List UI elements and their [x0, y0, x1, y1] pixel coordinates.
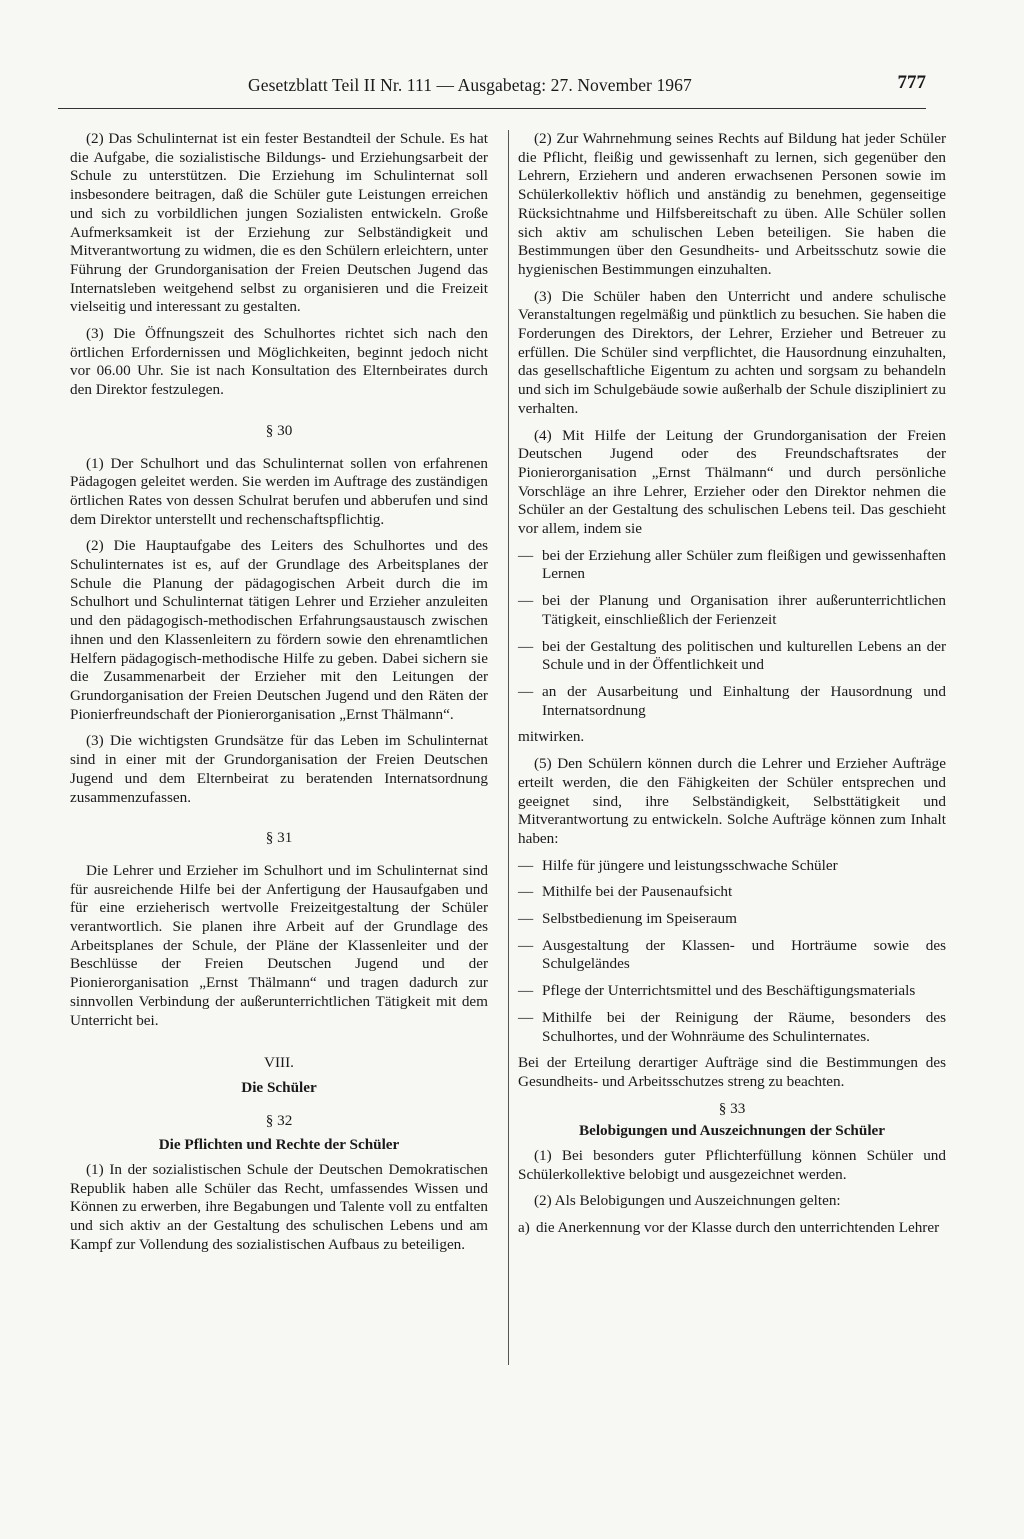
- dash-bullet: —: [518, 682, 534, 700]
- list-item-text: bei der Erziehung aller Schüler zum fleißigen und gewissenhaften Lernen: [542, 546, 946, 583]
- paragraph: (1) Der Schulhort und das Schulinternat sollen von erfahrenen Pädagogen geleitet werden. Sie werden im Auftrage des zuständigen örtlichen Rates von dessen Schulrat berufen und abberufen und sind dem Direktor unterstellt und rechenschaftspflichtig.: [70, 454, 488, 528]
- dash-bullet: —: [518, 1008, 534, 1026]
- page-header: [58, 72, 938, 112]
- dash-bullet: —: [518, 592, 534, 610]
- paragraph: (4) Mit Hilfe der Leitung der Grundorganisation der Freien Deutschen Jugend oder des Freundschaftsrates der Pionierorganisation „Ernst Thälmann“ und durch persönliche Vorschläge an ihre Lehrer, Erzieher oder den Direktor nehmen die Schüler an der Gestaltung des schulischen Lebens teil. Das geschieht vor allem, indem sie: [518, 426, 946, 538]
- header-rule: [58, 108, 926, 109]
- paragraph: (1) Bei besonders guter Pflichterfüllung können Schüler und Schülerkollektive belobigt und ausgezeichnet werden.: [518, 1147, 946, 1183]
- dash-bullet: —: [518, 883, 534, 901]
- page-number: 777: [897, 72, 926, 93]
- section-heading-33: § 33: [718, 1099, 746, 1117]
- section-title-32: Die Pflichten und Rechte der Schüler: [158, 1136, 400, 1154]
- list-item: [518, 910, 946, 929]
- enumerated-item: [518, 1219, 946, 1238]
- dash-bullet: —: [518, 936, 534, 954]
- paragraph: Die Lehrer und Erzieher im Schulhort und im Schulinternat sind für ausreichende Hilfe bei der Anfertigung der Hausaufgaben und für eine erzieherisch wertvolle Freizeitgestaltung der Schüler verantwortlich. Sie planen ihre Arbeit auf der Grundlage des Arbeitsplanes der Schule, der Pläne der Klassenleiter und der Beschlüsse der Freien Deutschen Jugend und der Pionierorganisation „Ernst Thälmann“ und tragen dadurch zur sinnvollen Verbindung der außerunterrichtlichen Tätigkeit mit dem Unterricht bei.: [70, 861, 488, 1029]
- section-heading-32: § 32: [265, 1111, 293, 1129]
- paragraph: (2) Zur Wahrnehmung seines Rechts auf Bildung hat jeder Schüler die Pflicht, fleißig und gewissenhaft zu lernen, sich gegenüber den Lehrern, Erziehern und anderen erwachsenen Personen sowie im Schülerkollektiv höflich und anständig zu benehmen, gegenseitige Rücksichtnahme und Hilfsbereitschaft zu üben. Alle Schüler sollen sich aktiv am schulischen Leben beteiligen. Sie haben die Bestimmungen über den Gesundheits- und Arbeitsschutz sowie die hygienischen Bestimmungen einzuhalten.: [518, 130, 946, 278]
- part-title: Die Schüler: [241, 1078, 317, 1096]
- paragraph: (2) Das Schulinternat ist ein fester Bestandteil der Schule. Es hat die Aufgabe, die sozialistische Bildungs- und Erziehungsarbeit der Schule zu unterstützen. Die Erziehung im Schulinternat soll insbesondere beitragen, daß die Schüler gute Leistungen erreichen und sich zu vorbildlichen jungen Sozialisten entwickeln. Große Aufmerksamkeit ist der Erziehung zur Selbständigkeit und Mitverantwortung zu widmen, die es den Schülern erleichtern, unter Führung der Grundorganisation der Freien Deutschen Jugend das Internatsleben weitgehend selbst zu organisieren und die Freizeit vielseitig und interessant zu gestalten.: [70, 130, 488, 316]
- paragraph: mitwirken.: [518, 728, 585, 746]
- list-item-text: Selbstbedienung im Speiseraum: [542, 910, 737, 928]
- list-item: [518, 592, 946, 629]
- list-item-text: Mithilfe bei der Reinigung der Räume, besonders des Schulhortes, und der Wohnräume des Schulinternates.: [542, 1008, 946, 1045]
- paragraph: (3) Die Öffnungszeit des Schulhortes richtet sich nach den örtlichen Erfordernissen und Möglichkeiten, beginnt jedoch nicht vor 06.00 Uhr. Sie ist nach Konsultation des Elternbeirates durch den Direktor festzulegen.: [70, 325, 488, 399]
- list-item-text: Mithilfe bei der Pausenaufsicht: [542, 883, 733, 901]
- dash-bullet: —: [518, 856, 534, 874]
- list-item: [518, 857, 946, 876]
- right-column: [518, 130, 946, 1244]
- paragraph: (2) Die Hauptaufgabe des Leiters des Schulhortes und des Schulinternates ist es, auf der Grundlage des Arbeitsplanes der Schule die Planung der pädagogischen Arbeit durch die im Schulhort und Schulinternat tätigen Lehrer und Erzieher anzuleiten und den pädagogisch-methodischen Erfahrungsaustausch zwischen ihnen und den Klassenleitern zu fördern sowie den ehrenamtlichen Helfern pädagogisch-methodische Hilfe zu geben. Dabei sichern sie die Zusammenarbeit der Erzieher mit den Leitungen der Grundorganisation der Freien Deutschen Jugend und den Räten der Pionierfreundschaft der Pionierorganisation „Ernst Thälmann“.: [70, 537, 488, 723]
- paragraph: (2) Als Belobigungen und Auszeichnungen gelten:: [534, 1192, 841, 1210]
- list-item-text: Ausgestaltung der Klassen- und Horträume sowie des Schulgeländes: [542, 936, 946, 973]
- paragraph: (3) Die wichtigsten Grundsätze für das Leben im Schulinternat sind in einer mit der Grundorganisation der Freien Deutschen Jugend und dem Elternbeirat zu beratenden Internatsordnung zusammenzufassen.: [70, 732, 488, 806]
- list-item: [518, 982, 946, 1001]
- paragraph: (1) In der sozialistischen Schule der Deutschen Demokratischen Republik haben alle Schüler das Recht, umfassendes Wissen und Können zu erwerben, ihre Begabungen und Talente voll zu entfalten und sich aktiv an der Gestaltung des schulischen Lebens und am Kampf zur Vollendung des sozialistischen Aufbaus zu beteiligen.: [70, 1161, 488, 1253]
- dash-bullet: —: [518, 910, 534, 928]
- list-item: [518, 683, 946, 720]
- list-item: [518, 638, 946, 675]
- section-title-33: Belobigungen und Auszeichnungen der Schüler: [578, 1122, 886, 1140]
- list-item-text: bei der Planung und Organisation ihrer außerunterrichtlichen Tätigkeit, einschließlich der Ferienzeit: [542, 592, 946, 628]
- list-item: [518, 547, 946, 584]
- paragraph: (5) Den Schülern können durch die Lehrer und Erzieher Aufträge erteilt werden, die den Fähigkeiten der Schüler entsprechen und geeignet sind, ihre Selbständigkeit, Selbsttätigkeit und Mitverantwortung zu entwickeln. Solche Aufträge können zum Inhalt haben:: [518, 755, 946, 847]
- enumerated-item-text: die Anerkennung vor der Klasse durch den unterrichtenden Lehrer: [536, 1219, 940, 1237]
- item-marker: a): [518, 1219, 530, 1237]
- section-heading-31: § 31: [265, 829, 293, 847]
- paragraph: (3) Die Schüler haben den Unterricht und andere schulische Veranstaltungen regelmäßig und pünktlich zu besuchen. Sie haben die Forderungen des Direktors, der Lehrer, Erzieher und Betreuer zu erfüllen. Die Schüler sind verpflichtet, die Hausordnung einzuhalten, das gesellschaftliche Eigentum zu achten und sorgsam zu behandeln und sich im Schulgebäude sowie außerhalb der Schule diszipliniert zu verhalten.: [518, 287, 946, 417]
- dash-bullet: —: [518, 982, 534, 1000]
- list-item-text: Hilfe für jüngere und leistungsschwache Schüler: [542, 856, 838, 874]
- part-number: VIII.: [264, 1054, 294, 1072]
- list-item: [518, 883, 946, 902]
- header-title: Gesetzblatt Teil II Nr. 111 — Ausgabetag: 27. November 1967: [248, 75, 692, 95]
- list-item: [518, 1009, 946, 1046]
- dash-bullet: —: [518, 546, 534, 564]
- list-item-text: an der Ausarbeitung und Einhaltung der Hausordnung und Internatsordnung: [542, 682, 946, 719]
- section-heading-30: § 30: [265, 421, 293, 439]
- left-column: [70, 130, 488, 1263]
- dash-bullet: —: [518, 637, 534, 655]
- column-divider: [508, 130, 509, 1365]
- list-item-text: Pflege der Unterrichtsmittel und des Beschäftigungsmaterials: [542, 982, 916, 1000]
- paragraph: Bei der Erteilung derartiger Aufträge sind die Bestimmungen des Gesundheits- und Arbeitsschutzes streng zu beachten.: [518, 1054, 946, 1090]
- list-item: [518, 937, 946, 974]
- list-item-text: bei der Gestaltung des politischen und kulturellen Lebens an der Schule und in der Öffentlichkeit und: [542, 637, 946, 674]
